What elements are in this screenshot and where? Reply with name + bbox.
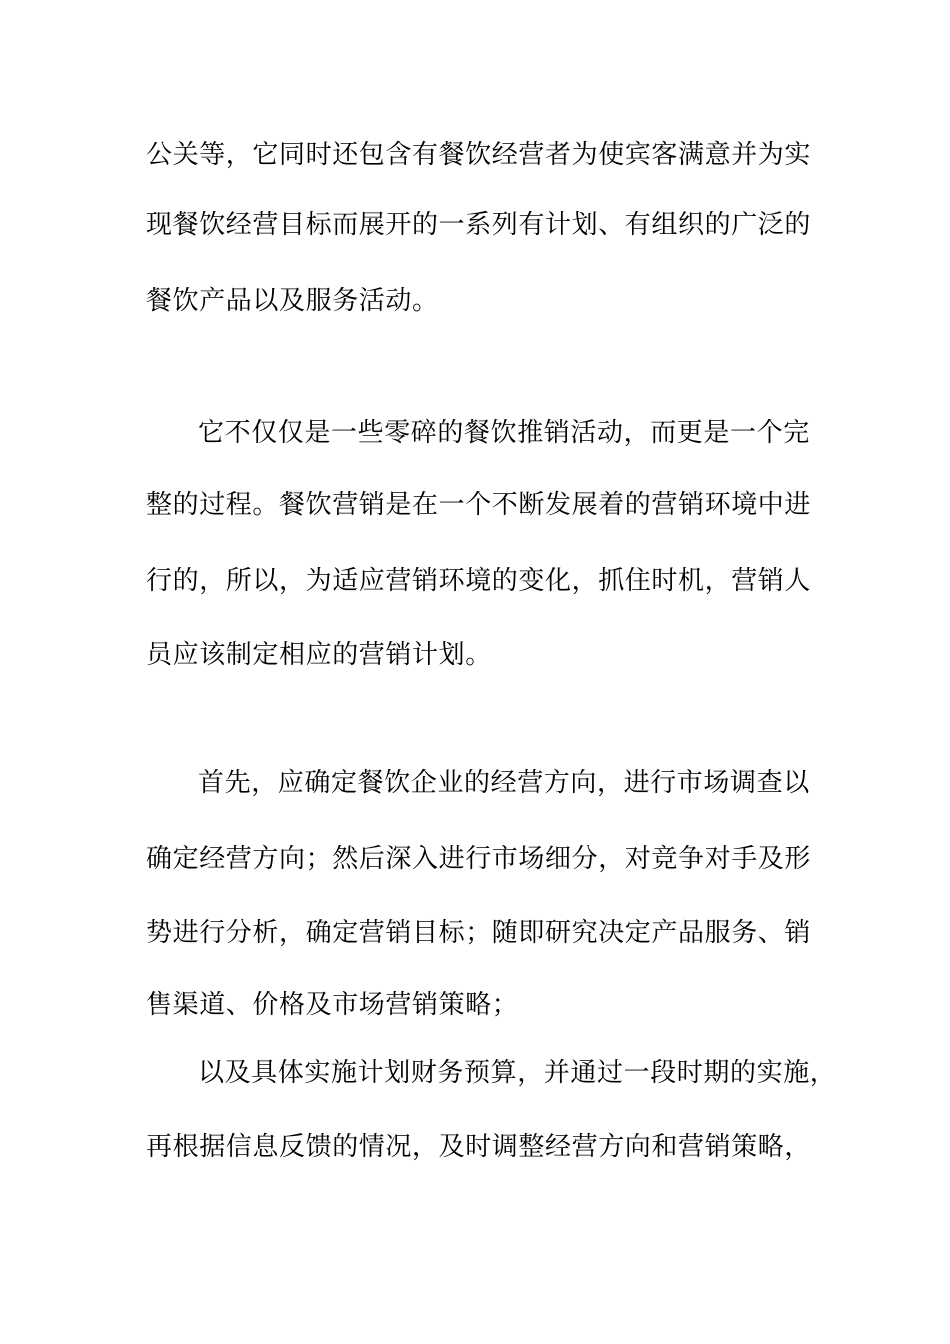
paragraph-3-line-1: 首先，应确定餐饮企业的经营方向，进行市场调查以 (198, 768, 810, 798)
paragraph-2-line-1: 它不仅仅是一些零碎的餐饮推销活动，而更是一个完 (198, 418, 810, 448)
paragraph-4-line-2: 再根据信息反馈的情况，及时调整经营方向和营销策略， (146, 1132, 812, 1162)
paragraph-3-line-2: 确定经营方向；然后深入进行市场细分，对竞争对手及形 (146, 844, 812, 874)
paragraph-1-line-2: 现餐饮经营目标而展开的一系列有计划、有组织的广泛的 (146, 210, 812, 240)
paragraph-1-line-1: 公关等，它同时还包含有餐饮经营者为使宾客满意并为实 (146, 140, 812, 170)
paragraph-1-line-3: 餐饮产品以及服务活动。 (146, 286, 439, 316)
paragraph-2-line-4: 员应该制定相应的营销计划。 (146, 640, 492, 670)
paragraph-2-line-2: 整的过程。餐饮营销是在一个不断发展着的营销环境中进 (146, 490, 812, 520)
paragraph-3-line-3: 势进行分析，确定营销目标；随即研究决定产品服务、销 (146, 918, 812, 948)
paragraph-2-line-3: 行的，所以，为适应营销环境的变化，抓住时机，营销人 (146, 566, 812, 596)
paragraph-4-line-1: 以及具体实施计划财务预算，并通过一段时期的实施， (198, 1058, 837, 1088)
paragraph-3-line-4: 售渠道、价格及市场营销策略； (146, 990, 519, 1020)
